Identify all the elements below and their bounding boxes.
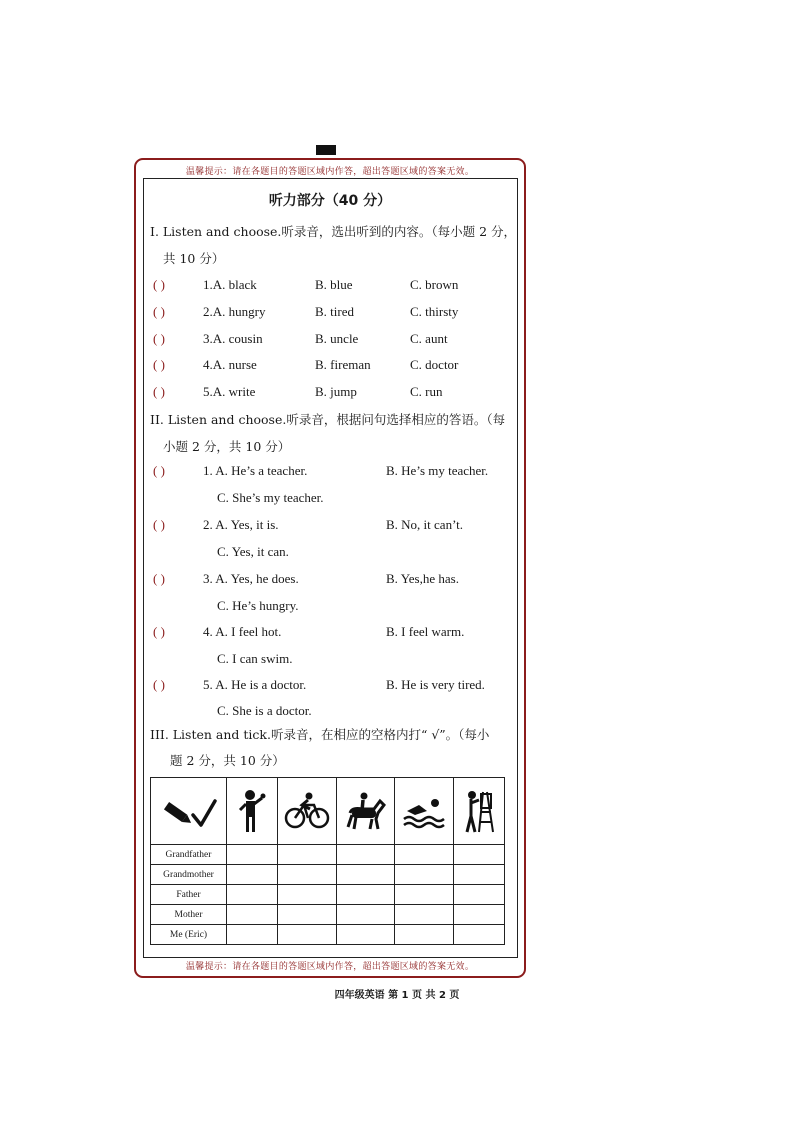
pencil-check-icon — [151, 778, 227, 845]
tick-cell[interactable] — [336, 905, 395, 925]
tick-cell[interactable] — [395, 905, 454, 925]
tick-cell[interactable] — [453, 865, 504, 885]
part2-heading-cont: 小题 2 分，共 10 分） — [163, 439, 291, 454]
section-title: 听力部分（40 分） — [268, 193, 392, 209]
tick-cell[interactable] — [278, 865, 337, 885]
option-a: 5.A. write — [203, 384, 256, 399]
option-b: B. jump — [315, 384, 357, 399]
tick-cell[interactable] — [336, 885, 395, 905]
reply-b: B. He’s my teacher. — [386, 463, 489, 478]
tick-cell[interactable] — [453, 885, 504, 905]
row-label: Mother — [151, 905, 227, 925]
answer-blank[interactable]: ( ) — [153, 277, 165, 292]
tick-cell[interactable] — [395, 865, 454, 885]
tick-cell[interactable] — [336, 845, 395, 865]
reply-a: 1. A. He’s a teacher. — [203, 463, 308, 478]
reply-c: C. She is a doctor. — [217, 703, 312, 718]
row-label: Me (Eric) — [151, 925, 227, 945]
table-row — [151, 885, 505, 905]
answer-blank[interactable]: ( ) — [153, 357, 165, 372]
tick-cell[interactable] — [227, 925, 278, 945]
tick-cell[interactable] — [227, 845, 278, 865]
row-label: Father — [151, 885, 227, 905]
option-a: 1.A. black — [203, 277, 257, 292]
tick-cell[interactable] — [453, 845, 504, 865]
answer-blank[interactable]: ( ) — [153, 384, 165, 399]
swimming-icon — [395, 778, 454, 845]
option-c: C. aunt — [410, 331, 448, 346]
tick-cell[interactable] — [278, 845, 337, 865]
horse-riding-icon — [336, 778, 395, 845]
registration-mark — [316, 145, 336, 155]
option-b: B. fireman — [315, 357, 371, 372]
table-header-row — [151, 778, 505, 845]
reply-c: C. He’s hungry. — [217, 598, 299, 613]
row-label: Grandmother — [151, 865, 227, 885]
tick-cell[interactable] — [278, 885, 337, 905]
part2-heading: II. Listen and choose.听录音，根据问句选择相应的答语。（每 — [150, 412, 506, 427]
part3-heading-cont: 题 2 分，共 10 分） — [170, 753, 285, 768]
answer-blank[interactable]: ( ) — [153, 677, 165, 692]
option-a: 2.A. hungry — [203, 304, 266, 319]
reply-b: B. Yes,he has. — [386, 571, 459, 586]
tick-cell[interactable] — [453, 925, 504, 945]
tick-cell[interactable] — [278, 925, 337, 945]
answer-blank[interactable]: ( ) — [153, 331, 165, 346]
reply-c: C. Yes, it can. — [217, 544, 289, 559]
tick-table — [150, 777, 505, 945]
tick-cell[interactable] — [227, 905, 278, 925]
table-row — [151, 905, 505, 925]
option-a: 4.A. nurse — [203, 357, 257, 372]
table-row — [151, 925, 505, 945]
option-c: C. thirsty — [410, 304, 459, 319]
part3-heading: III. Listen and tick.听录音，在相应的空格内打“ √”。（每小 — [150, 727, 490, 742]
answer-blank[interactable]: ( ) — [153, 304, 165, 319]
answer-blank[interactable]: ( ) — [153, 571, 165, 586]
option-b: B. tired — [315, 304, 354, 319]
option-a: 3.A. cousin — [203, 331, 263, 346]
option-c: C. brown — [410, 277, 459, 292]
option-c: C. doctor — [410, 357, 459, 372]
painting-icon — [453, 778, 504, 845]
page-footer: 四年级英语 第 1 页 共 2 页 — [334, 990, 460, 1001]
reply-a: 3. A. Yes, he does. — [203, 571, 299, 586]
notice-top: 温馨提示：请在各题目的答题区域内作答，超出答题区域的答案无效。 — [185, 167, 475, 177]
answer-blank[interactable]: ( ) — [153, 624, 165, 639]
part1-heading-cont: 共 10 分） — [163, 251, 225, 266]
tick-cell[interactable] — [227, 885, 278, 905]
tick-cell[interactable] — [336, 925, 395, 945]
option-b: B. uncle — [315, 331, 359, 346]
reply-c: C. She’s my teacher. — [217, 490, 324, 505]
tick-cell[interactable] — [227, 865, 278, 885]
tick-cell[interactable] — [336, 865, 395, 885]
part1-heading: I. Listen and choose.听录音，选出听到的内容。（每小题 2 分， — [150, 224, 517, 239]
reply-a: 4. A. I feel hot. — [203, 624, 282, 639]
table-row — [151, 845, 505, 865]
tick-cell[interactable] — [395, 925, 454, 945]
singer-icon — [227, 778, 278, 845]
tick-cell[interactable] — [453, 905, 504, 925]
row-label: Grandfather — [151, 845, 227, 865]
reply-a: 2. A. Yes, it is. — [203, 517, 279, 532]
reply-b: B. No, it can’t. — [386, 517, 464, 532]
notice-bottom: 温馨提示：请在各题目的答题区域内作答，超出答题区域的答案无效。 — [185, 962, 475, 972]
table-row — [151, 865, 505, 885]
reply-b: B. I feel warm. — [386, 624, 465, 639]
tick-cell[interactable] — [278, 905, 337, 925]
answer-blank[interactable]: ( ) — [153, 517, 165, 532]
option-c: C. run — [410, 384, 443, 399]
reply-c: C. I can swim. — [217, 651, 293, 666]
tick-cell[interactable] — [395, 845, 454, 865]
cycling-icon — [278, 778, 337, 845]
option-b: B. blue — [315, 277, 353, 292]
tick-cell[interactable] — [395, 885, 454, 905]
reply-a: 5. A. He is a doctor. — [203, 677, 307, 692]
reply-b: B. He is very tired. — [386, 677, 485, 692]
answer-blank[interactable]: ( ) — [153, 463, 165, 478]
